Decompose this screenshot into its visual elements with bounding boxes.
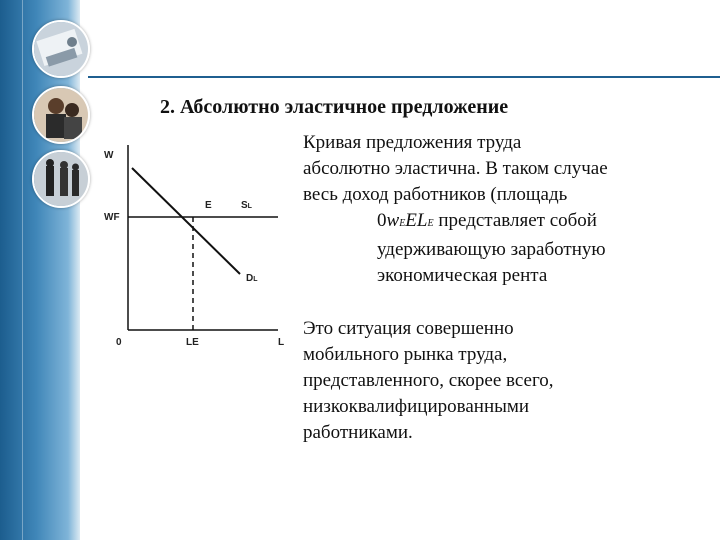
walking-people-photo-icon — [32, 150, 90, 208]
wage-level-label: WF — [104, 212, 120, 223]
left-sidebar — [0, 0, 80, 540]
equilibrium-point-label: E — [205, 200, 212, 211]
para2-line: мобильного рынка труда, — [303, 344, 508, 365]
labor-supply-graph — [100, 140, 300, 355]
paragraph-mobile-market — [303, 316, 713, 446]
para2-line: Это ситуация совершенно — [303, 318, 514, 339]
equilibrium-quantity-label: LE — [186, 337, 199, 348]
para1-line: Кривая предложения труда — [303, 132, 522, 153]
para1-line: весь доход работников (площадь — [303, 184, 568, 205]
supply-curve-label: SL — [241, 200, 252, 211]
graph-lines — [100, 140, 300, 355]
para2-line: низкоквалифицированными — [303, 396, 530, 417]
office-photo-icon — [32, 20, 90, 78]
y-axis-label: W — [104, 150, 114, 161]
x-axis-label: L — [278, 337, 285, 348]
para2-line: представленного, скорее всего, — [303, 370, 554, 391]
slide-title: 2. Абсолютно эластичное предложение — [160, 96, 509, 118]
para1-line: экономическая рента — [377, 265, 548, 286]
origin-label: 0 — [116, 337, 122, 348]
para1-formula-line: 0wEELE представляет собой — [377, 210, 597, 231]
sidebar-divider — [22, 0, 23, 540]
para2-line: работниками. — [303, 422, 413, 443]
paragraph-supply-elasticity — [303, 130, 713, 289]
header-rule — [88, 76, 720, 78]
para1-line: удерживающую заработную — [377, 239, 606, 260]
demand-curve — [132, 168, 240, 274]
demand-curve-label: DL — [246, 273, 258, 284]
para1-line: абсолютно эластична. В таком случае — [303, 158, 608, 179]
business-people-photo-icon — [32, 86, 90, 144]
